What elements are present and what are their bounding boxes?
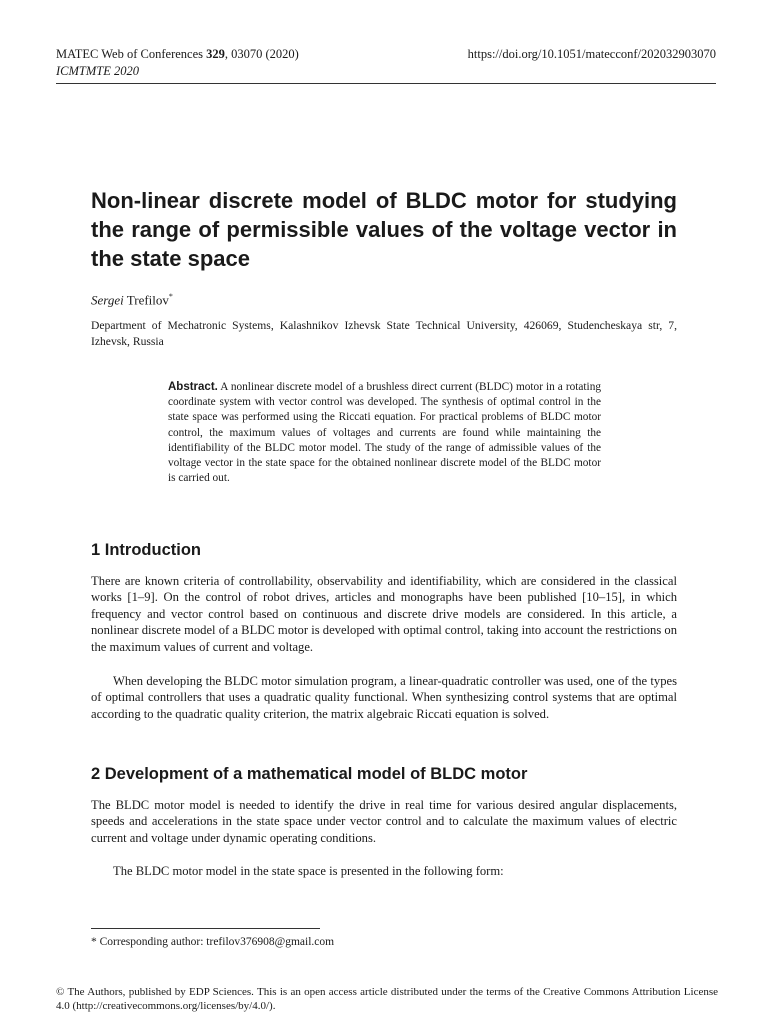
- conference-suffix: , 03070 (2020): [224, 47, 299, 61]
- header-divider: [56, 83, 716, 84]
- license-notice: © The Authors, published by EDP Sciences. This is an open access article distributed under the terms of the Creative Commons Attribution License 4.0 (http://creativecommons.org/licenses/by/4.0/).: [56, 986, 718, 1012]
- footnote-divider: [91, 928, 320, 929]
- affiliation: Department of Mechatronic Systems, Kalashnikov Izhevsk State Technical University, 426069, Studencheskaya str, 7, Izhevsk, Russia: [91, 319, 677, 348]
- model-paragraph-2: The BLDC motor model in the state space is presented in the following form:: [113, 864, 504, 878]
- corresponding-author-footnote: * Corresponding author: trefilov376908@gmail.com: [91, 936, 335, 948]
- paper-title: Non-linear discrete model of BLDC motor for studying the range of permissible values of the voltage vector in the state space: [91, 188, 677, 271]
- conference-citation: [56, 46, 299, 63]
- conference-prefix: MATEC Web of Conferences: [56, 47, 207, 61]
- abstract-text: A nonlinear discrete model of a brushless direct current (BLDC) motor in a rotating coordinate system with vector control was developed. The synthesis of optimal control in the state space was performed using the Riccati equation. For practical problems of BLDC motor control, the maximum values of voltages and currents are found while maintaining the identifiability of the BLDC motor model. The study of the range of admissible values of the voltage vector in the state space for the obtained nonlinear discrete model of the BLDC motor is carried out.: [168, 381, 601, 485]
- author-last-name: Trefilov: [123, 292, 169, 308]
- section-heading-introduction: 1 Introduction: [91, 541, 201, 559]
- author-line: [91, 292, 173, 308]
- abstract-label: Abstract.: [168, 381, 218, 393]
- author-first-name: Sergei: [91, 292, 124, 308]
- intro-paragraph-1: There are known criteria of controllability, observability and identifiability, which are considered in the classical works [1–9]. On the control of robot drives, articles and monographs have been published [10–15], in which frequency and vector control based on continuous and discrete drive models are considered. In this article, a nonlinear discrete model of a BLDC motor is developed with optimal control, taking into account the restrictions on the maximum values of current and voltage.: [91, 574, 677, 654]
- volume-number: 329: [206, 47, 225, 61]
- abstract-block: [168, 380, 601, 486]
- corresponding-marker: *: [168, 292, 173, 301]
- event-name: ICMTMTE 2020: [56, 64, 139, 78]
- doi-link[interactable]: https://doi.org/10.1051/matecconf/202032903070: [467, 47, 716, 61]
- section-heading-model: 2 Development of a mathematical model of BLDC motor: [91, 765, 528, 783]
- intro-paragraph-2: When developing the BLDC motor simulation program, a linear-quadratic controller was used, one of the types of optimal controllers that uses a quadratic quality functional. When synthesizing control systems that are optimal according to the quadratic quality criterion, the matrix algebraic Riccati equation is solved.: [91, 674, 677, 721]
- model-paragraph-1: The BLDC motor model is needed to identify the drive in real time for various desired angular displacements, speeds and accelerations in the state space under vector control and to calculate the maximum values of electric current and voltage under dynamic operating conditions.: [91, 798, 677, 845]
